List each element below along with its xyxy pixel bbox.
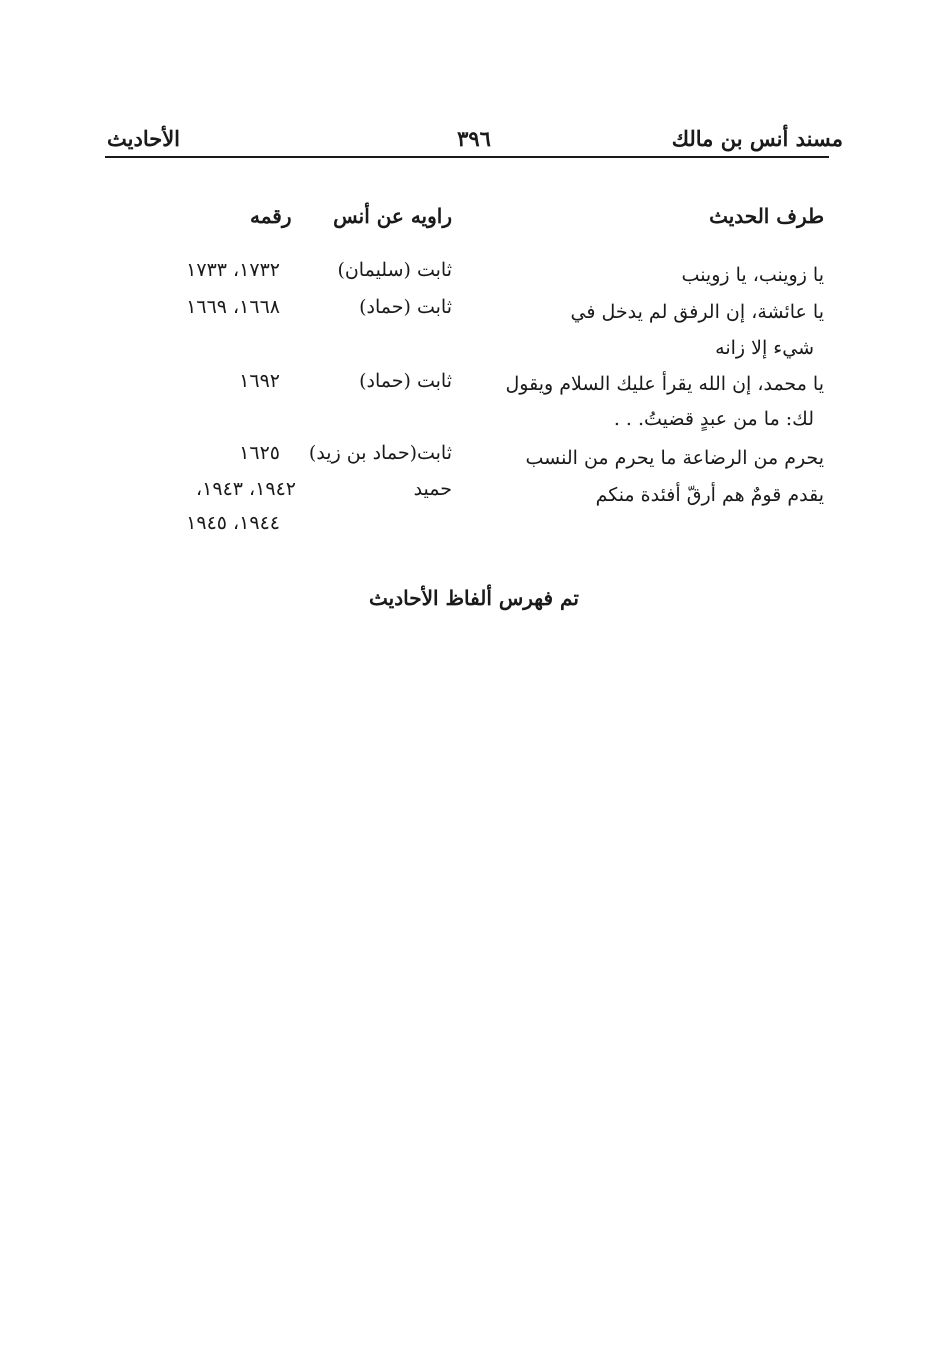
page-number: ٣٩٦ [457, 126, 491, 151]
row-3-numbers: ١٦٩٢ [239, 370, 280, 392]
column-heading-narrator: راويه عن أنس [333, 204, 452, 228]
row-2-incipit-line-1: يا عائشة، إن الرفق لم يدخل في [570, 301, 824, 323]
row-5-incipit: يقدم قومٌ هم أرقّ أفئدة منكم [595, 484, 824, 506]
column-heading-number: رقمه [250, 204, 292, 228]
row-5-numbers-line-2: ١٩٤٤، ١٩٤٥ [186, 512, 280, 534]
header-rule [105, 156, 829, 158]
row-5-numbers-line-1: ١٩٤٢، ١٩٤٣، [196, 478, 296, 500]
row-4-incipit: يحرم من الرضاعة ما يحرم من النسب [525, 447, 824, 469]
row-5-narrator: حميد [413, 478, 452, 500]
row-1-numbers: ١٧٣٢، ١٧٣٣ [186, 259, 280, 281]
row-2-narrator: ثابت (حماد) [359, 296, 452, 318]
row-1-narrator: ثابت (سليمان) [337, 259, 452, 281]
row-3-incipit-line-2: لك: ما من عبدٍ قضيتُ. . . [613, 408, 814, 430]
row-3-narrator: ثابت (حماد) [359, 370, 452, 392]
row-3-incipit-line-1: يا محمد، إن الله يقرأ عليك السلام ويقول [505, 373, 824, 395]
column-heading-hadith-incipit: طرف الحديث [709, 204, 824, 228]
row-2-incipit-line-2: شيء إلا زانه [715, 337, 814, 359]
running-header-book-title: مسند أنس بن مالك [671, 126, 843, 151]
index-end-note: تم فهرس ألفاظ الأحاديث [369, 586, 579, 610]
row-4-numbers: ١٦٢٥ [239, 442, 280, 464]
running-header-section-title: الأحاديث [107, 126, 181, 151]
row-4-narrator: ثابت(حماد بن زيد) [308, 442, 452, 464]
row-1-incipit: يا زوينب، يا زوينب [681, 264, 824, 286]
row-2-numbers: ١٦٦٨، ١٦٦٩ [186, 296, 280, 318]
